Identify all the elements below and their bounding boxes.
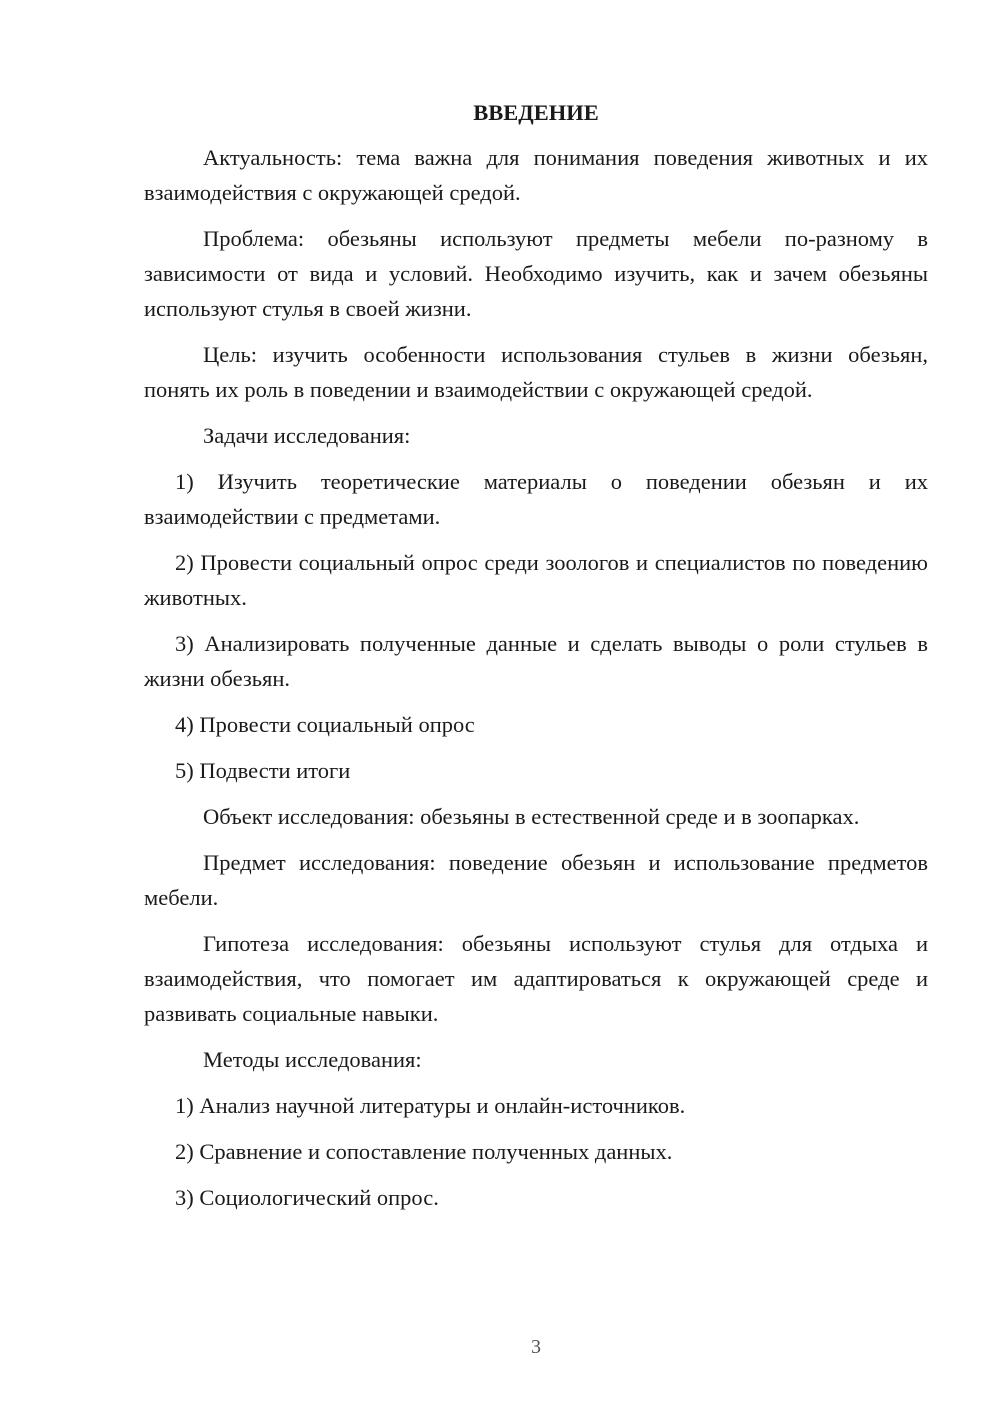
task-item: 1) Изучить теоретические материалы о поведении обезьян и их взаимодействии с предметами. <box>144 469 928 529</box>
hypothesis-paragraph: Гипотеза исследования: обезьяны используют стулья для отдыха и взаимодействия, что помогает им адаптироваться к окружающей среде и развивать социальные навыки. <box>144 931 928 1026</box>
goal-paragraph: Цель: изучить особенности использования стульев в жизни обезьян, понять их роль в поведении и взаимодействии с окружающей средой. <box>144 342 928 402</box>
task-item: 2) Провести социальный опрос среди зоологов и специалистов по поведению животных. <box>144 550 928 610</box>
problem-paragraph: Проблема: обезьяны используют предметы мебели по-разному в зависимости от вида и условий. Необходимо изучить, как и зачем обезьяны используют стулья в своей жизни. <box>144 226 928 321</box>
task-item: 4) Провести социальный опрос <box>175 712 475 737</box>
object-paragraph: Объект исследования: обезьяны в естественной среде и в зоопарках. <box>203 804 860 829</box>
method-item: 3) Социологический опрос. <box>175 1185 439 1210</box>
relevance-paragraph: Актуальность: тема важна для понимания поведения животных и их взаимодействия с окружающей средой. <box>144 145 928 205</box>
tasks-heading: Задачи исследования: <box>203 423 411 448</box>
method-item: 1) Анализ научной литературы и онлайн-источников. <box>175 1093 686 1118</box>
task-item: 5) Подвести итоги <box>175 758 351 783</box>
page-number: 3 <box>531 1336 541 1358</box>
method-item: 2) Сравнение и сопоставление полученных данных. <box>175 1139 673 1164</box>
subject-paragraph: Предмет исследования: поведение обезьян и использование предметов мебели. <box>144 850 928 910</box>
task-item: 3) Анализировать полученные данные и сделать выводы о роли стульев в жизни обезьян. <box>144 631 928 691</box>
document-body <box>144 95 928 1226</box>
methods-heading: Методы исследования: <box>203 1047 422 1072</box>
section-title: ВВЕДЕНИЕ <box>473 100 599 125</box>
